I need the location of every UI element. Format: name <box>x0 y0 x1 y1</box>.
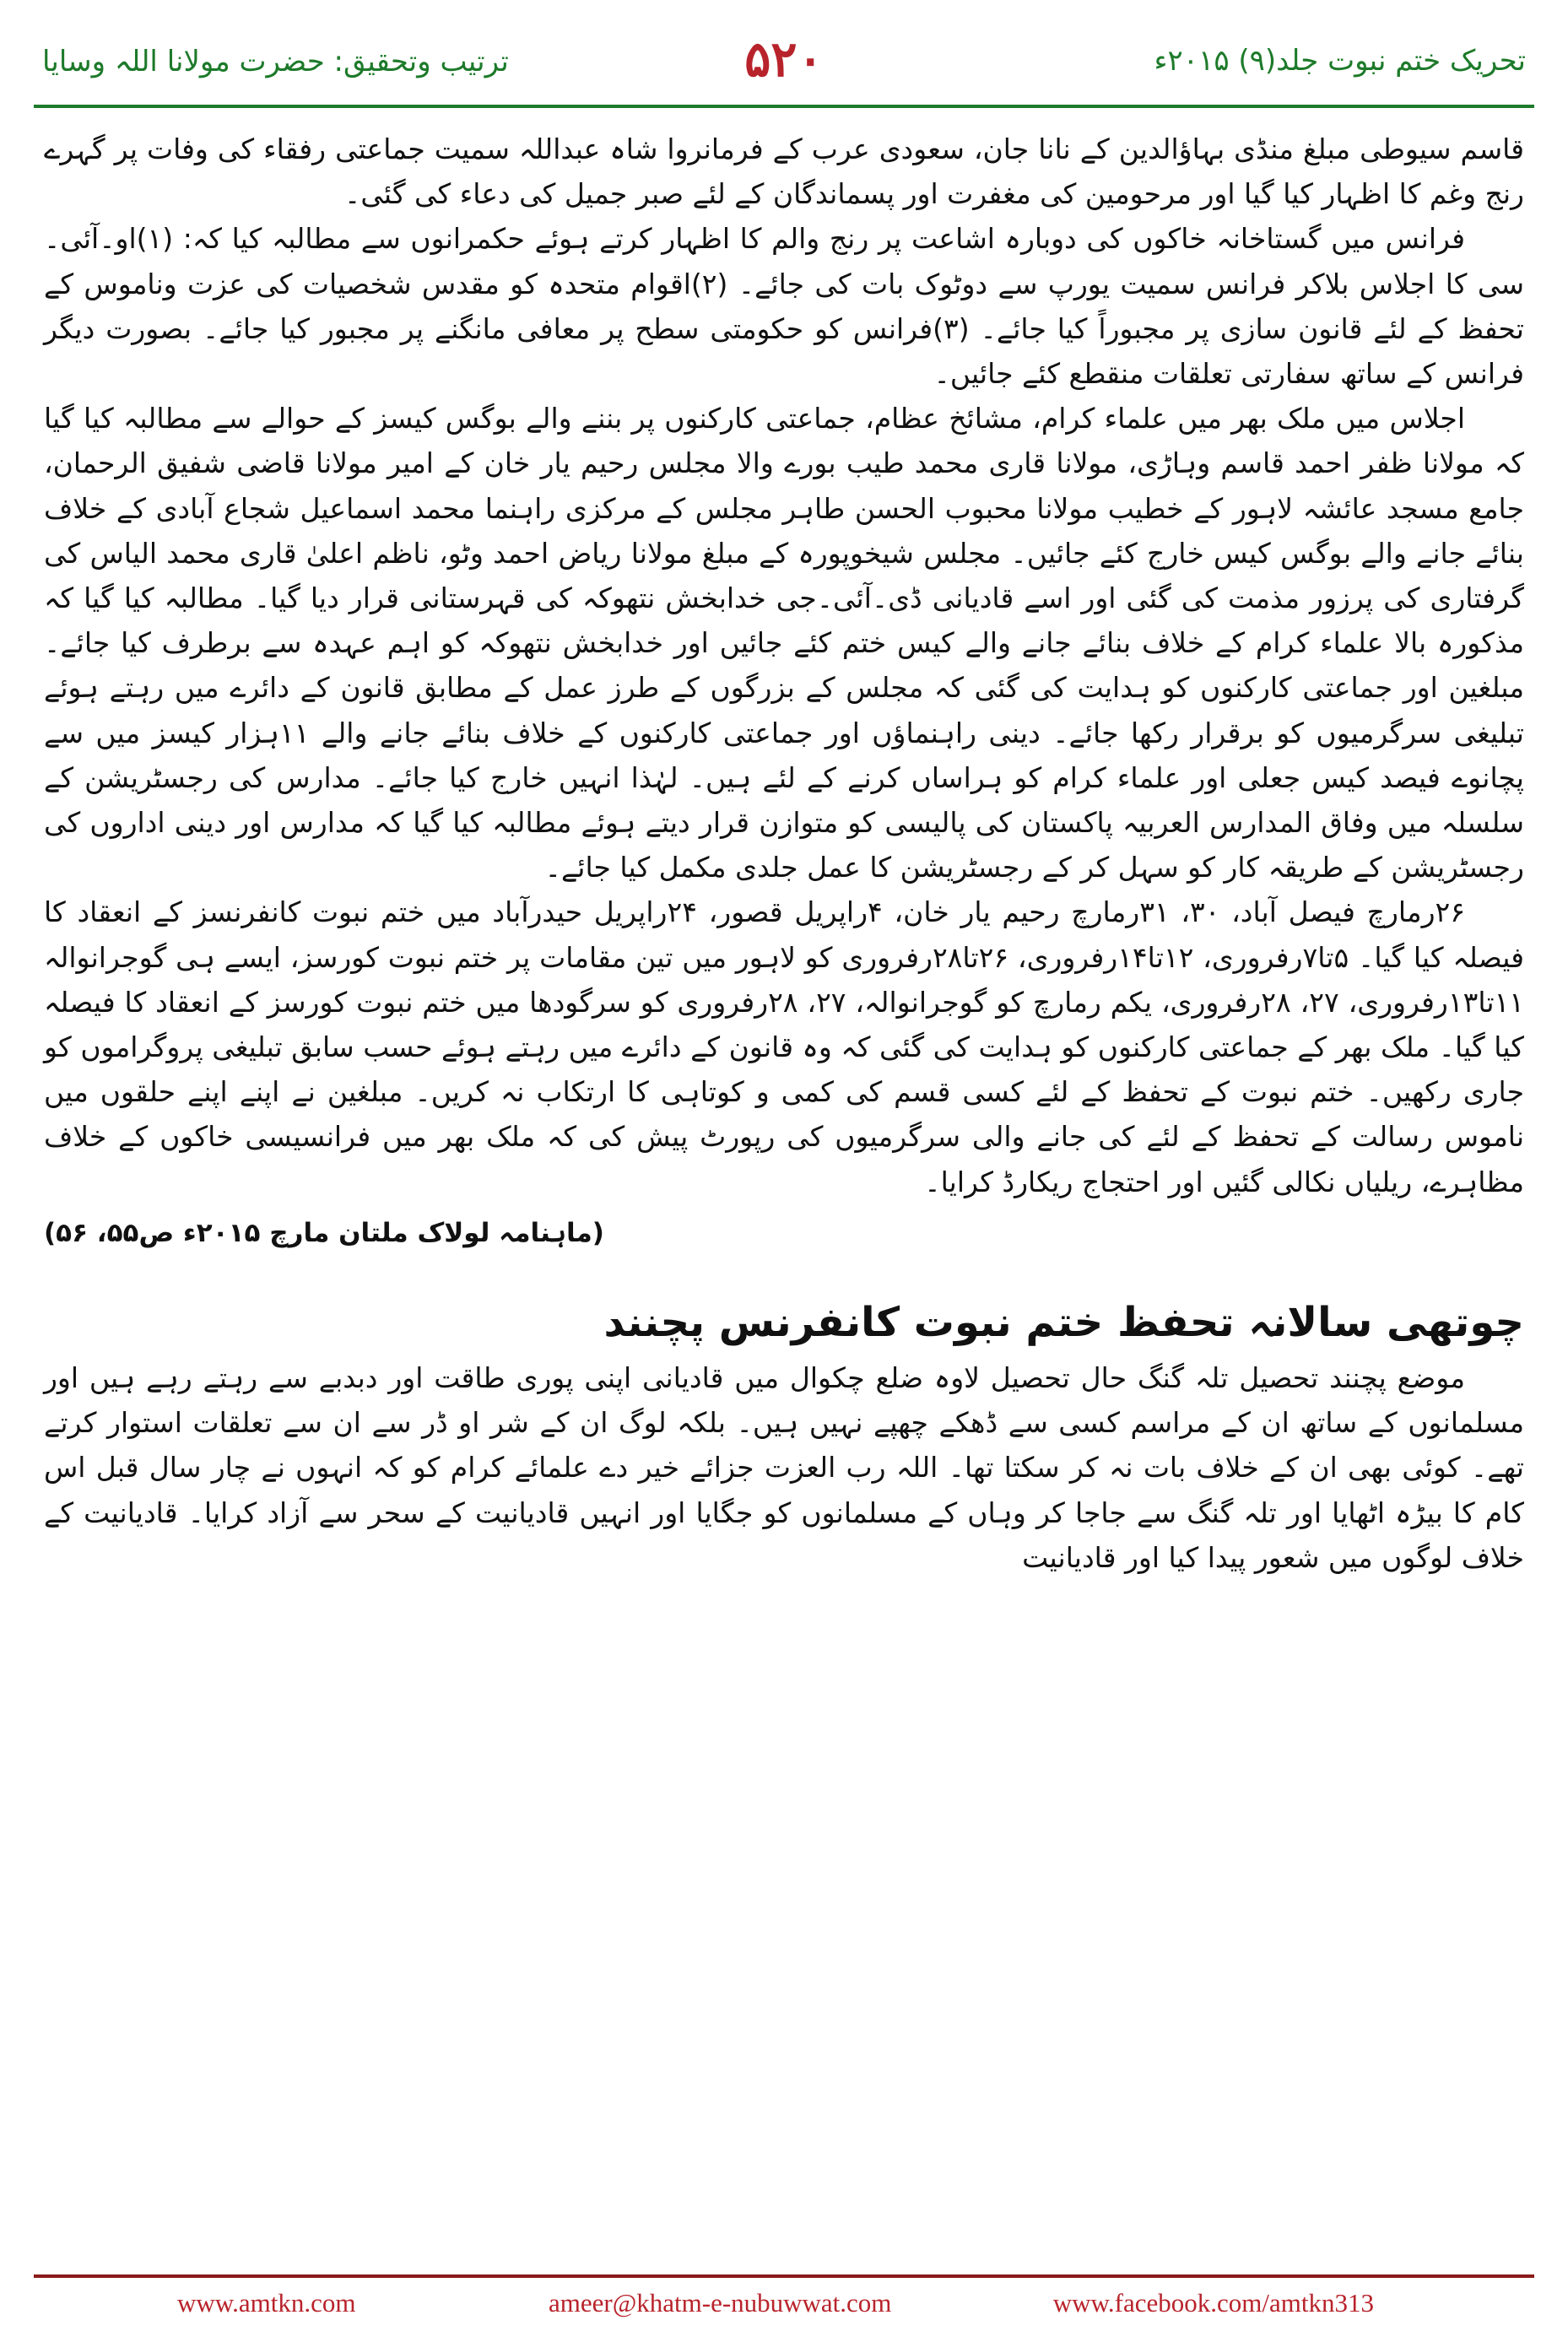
email-link[interactable]: ameer@khatm-e-nubuwwat.com <box>549 2288 892 2318</box>
facebook-link[interactable]: www.facebook.com/amtkn313 <box>1052 2288 1374 2318</box>
header-divider <box>34 105 1534 108</box>
section-heading: چوتھی سالانہ تحفظ ختم نبوت کانفرنس پچنند <box>603 1299 1524 1347</box>
paragraph-pachnand: موضع پچنند تحصیل تلہ گنگ حال تحصیل لاوہ ضلع چکوال میں قادیانی اپنی پوری طاقت اور دبدبے سے رہتے رہے ہیں اور مسلمانوں کے ساتھ ان کے مراسم کسی سے ڈھکے چھپے نہیں ہیں۔ بلکہ لوگ ان کے شر او ڈر سے ان سے تعلقات استوار کرتے تھے۔ کوئی بھی ان کے خلاف بات نہ کر سکتا تھا۔ اللہ رب العزت جزائے خیر دے علمائے کرام کو کہ انہوں نے چار سال قبل اس کام کا بیڑہ اٹھایا اور تلہ گنگ سے جاجا کر وہاں کے مسلمانوں کو جگایا اور انہیں قادیانیت کے سحر سے آزاد کرایا۔ قادیانیت کے خلاف لوگوں میں شعور پیدا کیا اور قادیانیت <box>44 1361 1524 1574</box>
page-number: ۵۲۰ <box>744 30 824 88</box>
book-title: تحریک ختم نبوت جلد(۹) ۲۰۱۵ء <box>1154 44 1526 78</box>
source-citation: (ماہنامہ لولاک ملتان مارچ ۲۰۱۵ء ص۵۵، ۵۶) <box>44 1217 604 1248</box>
page-header <box>34 24 1534 100</box>
paragraph-france-demands: فرانس میں گستاخانہ خاکوں کی دوبارہ اشاعت پر رنج والم کا اظہار کرتے ہوئے حکمرانوں سے مطالبہ کیا کہ: (۱)او۔آئی۔سی کا اجلاس بلاکر فرانس سمیت یورپ سے دوٹوک بات کی جائے۔ (۲)اقوام متحدہ کو مقدس شخصیات کی عزت وناموس کے تحفظ کے لئے قانون سازی پر مجبوراً کیا جائے۔ (۳)فرانس کو حکومتی سطح پر معافی مانگنے پر مجبور کیا جائے۔ بصورت دیگر فرانس کے ساتھ سفارتی تعلقات منقطع کئے جائیں۔ <box>44 222 1524 391</box>
compiler-credit: ترتیب وتحقیق: حضرت مولانا اللہ وسایا <box>42 45 509 78</box>
page-body <box>44 127 1524 1580</box>
paragraph-condolence: قاسم سیوطی مبلغ منڈی بہاؤالدین کے نانا جان، سعودی عرب کے فرمانروا شاہ عبداللہ سمیت جماعتی رفقاء کی وفات پر گہرے رنج وغم کا اظہار کیا گیا اور مرحومین کی مغفرت اور پسماندگان کے لئے صبر جمیل کی دعاء کی گئی۔ <box>44 133 1524 211</box>
footer-divider <box>34 2274 1534 2278</box>
paragraph-cases-demands: اجلاس میں ملک بھر میں علماء کرام، مشائخ عظام، جماعتی کارکنوں پر بننے والے بوگس کیسز کے حوالے سے مطالبہ کیا گیا کہ مولانا ظفر احمد قاسم وہاڑی، مولانا قاری محمد طیب بورے والا مجلس رحیم یار خان کے امیر مولانا قاضی شفیق الرحمان، جامع مسجد عائشہ لاہور کے خطیب مولانا محبوب الحسن طاہر مجلس کے مرکزی راہنما محمد اسماعیل شجاع آبادی کے خلاف بنائے جانے والے بوگس کیس خارج کئے جائیں۔ مجلس شیخوپورہ کے مبلغ مولانا ریاض احمد وٹو، ناظم اعلیٰ قاری محمد الیاس کی گرفتاری کی پرزور مذمت کی گئی اور اسے قادیانی ڈی۔آئی۔جی خدابخش نتھوکہ کی قہرستانی قرار دیا گیا۔ مطالبہ کیا گیا کہ مذکورہ بالا علماء کرام کے خلاف بنائے جانے والے کیس ختم کئے جائیں اور خدابخش نتھوکہ کو اہم عہدہ سے برطرف کیا جائے۔ مبلغین اور جماعتی کارکنوں کو ہدایت کی گئی کہ مجلس کے بزرگوں کے طرز عمل کے مطابق قانون کے دائرے میں رہتے ہوئے تبلیغی سرگرمیوں کو برقرار رکھا جائے۔ دینی راہنماؤں اور جماعتی کارکنوں کے خلاف بنائے جانے والے ۱۱ہزار کیسز میں سے پچانوے فیصد کیس جعلی اور علماء کرام کو ہراساں کرنے کے لئے ہیں۔ لہٰذا انہیں خارج کیا جائے۔ مدارس کی رجسٹریشن کے سلسلہ میں وفاق المدارس العربیہ پاکستان کی پالیسی کو متوازن قرار دیتے ہوئے مطالبہ کیا گیا کہ مدارس اور دینی اداروں کی رجسٹریشن کے طریقہ کار کو سہل کر کے رجسٹریشن کا عمل جلدی مکمل کیا جائے۔ <box>44 402 1524 884</box>
website-link[interactable]: www.amtkn.com <box>177 2288 356 2318</box>
page-footer <box>34 2283 1534 2325</box>
paragraph-conferences: ۲۶رمارچ فیصل آباد، ۳۰، ۳۱رمارچ رحیم یار خان، ۴راپریل قصور، ۲۴راپریل حیدرآباد میں ختم نبوت کانفرنسز کے انعقاد کا فیصلہ کیا گیا۔ ۵تا۷رفروری، ۱۲تا۱۴رفروری، ۲۶تا۲۸رفروری کو لاہور میں تین مقامات پر ختم نبوت کورسز، ایسے ہی گوجرانوالہ ۱۱تا۱۳رفروری، ۲۷، ۲۸رفروری، یکم رمارچ کو گوجرانوالہ، ۲۷، ۲۸رفروری کو سرگودھا میں ختم نبوت کورسز کے انعقاد کا فیصلہ کیا گیا۔ ملک بھر کے جماعتی کارکنوں کو ہدایت کی گئی کہ وہ قانون کے دائرے میں رہتے ہوئے حسب سابق تبلیغی پروگراموں کو جاری رکھیں۔ ختم نبوت کے تحفظ کے لئے کسی قسم کی کمی و کوتاہی کا ارتکاب نہ کریں۔ مبلغین نے اپنے اپنے حلقوں میں ناموس رسالت کے تحفظ کے لئے کی جانے والی سرگرمیوں کی رپورٹ پیش کی کہ ملک بھر میں فرانسیسی خاکوں کے خلاف مظاہرے، ریلیاں نکالی گئیں اور احتجاج ریکارڈ کرایا۔ <box>44 895 1525 1198</box>
